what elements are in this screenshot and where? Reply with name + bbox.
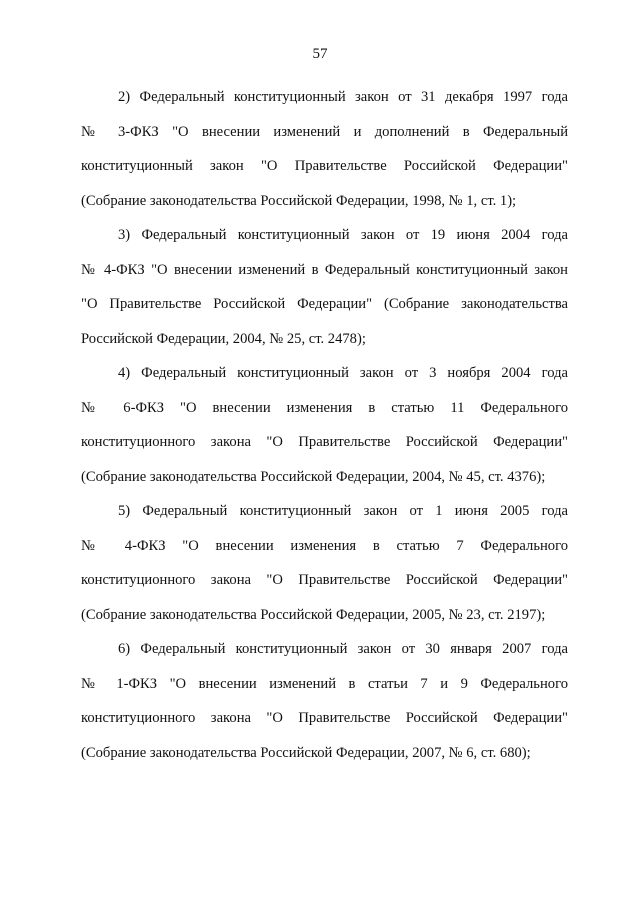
text-line: 4) Федеральный конституционный закон от 3 ноября 2004 года <box>118 365 568 381</box>
text-line: конституционного закона "О Правительстве Российской Федерации" <box>81 434 568 450</box>
text-line: Российской Федерации, 2004, № 25, ст. 2478); <box>81 330 366 347</box>
document-body <box>81 80 568 770</box>
text-line: конституционный закон "О Правительстве Российской Федерации" <box>81 158 568 174</box>
text-line: 3) Федеральный конституционный закон от 19 июня 2004 года <box>118 227 568 243</box>
text-line: № 1-ФКЗ "О внесении изменений в статьи 7 и 9 Федерального <box>81 675 568 692</box>
text-line: конституционного закона "О Правительстве Российской Федерации" <box>81 572 568 588</box>
text-line: конституционного закона "О Правительстве Российской Федерации" <box>81 710 568 726</box>
list-item <box>81 356 568 494</box>
list-item <box>81 632 568 770</box>
text-line: (Собрание законодательства Российской Федерации, 2005, № 23, ст. 2197); <box>81 606 546 623</box>
list-item <box>81 494 568 632</box>
text-line: 5) Федеральный конституционный закон от 1 июня 2005 года <box>118 503 568 519</box>
list-item <box>81 80 568 218</box>
text-line: № 4-ФКЗ "О внесении изменения в статью 7 Федерального <box>81 537 568 554</box>
text-line: "О Правительстве Российской Федерации" (Собрание законодательства <box>81 296 568 312</box>
text-line: (Собрание законодательства Российской Федерации, 2007, № 6, ст. 680); <box>81 744 531 761</box>
text-line: 2) Федеральный конституционный закон от 31 декабря 1997 года <box>118 89 568 105</box>
list-item <box>81 218 568 356</box>
text-line: № 6-ФКЗ "О внесении изменения в статью 11 Федерального <box>81 399 568 416</box>
text-line: (Собрание законодательства Российской Федерации, 2004, № 45, ст. 4376); <box>81 468 546 485</box>
text-line: № 4-ФКЗ "О внесении изменений в Федеральный конституционный закон <box>81 261 568 278</box>
text-line: 6) Федеральный конституционный закон от 30 января 2007 года <box>118 641 568 657</box>
text-line: № 3-ФКЗ "О внесении изменений и дополнений в Федеральный <box>81 123 568 140</box>
page-number: 57 <box>312 46 328 62</box>
text-line: (Собрание законодательства Российской Федерации, 1998, № 1, ст. 1); <box>81 192 517 209</box>
